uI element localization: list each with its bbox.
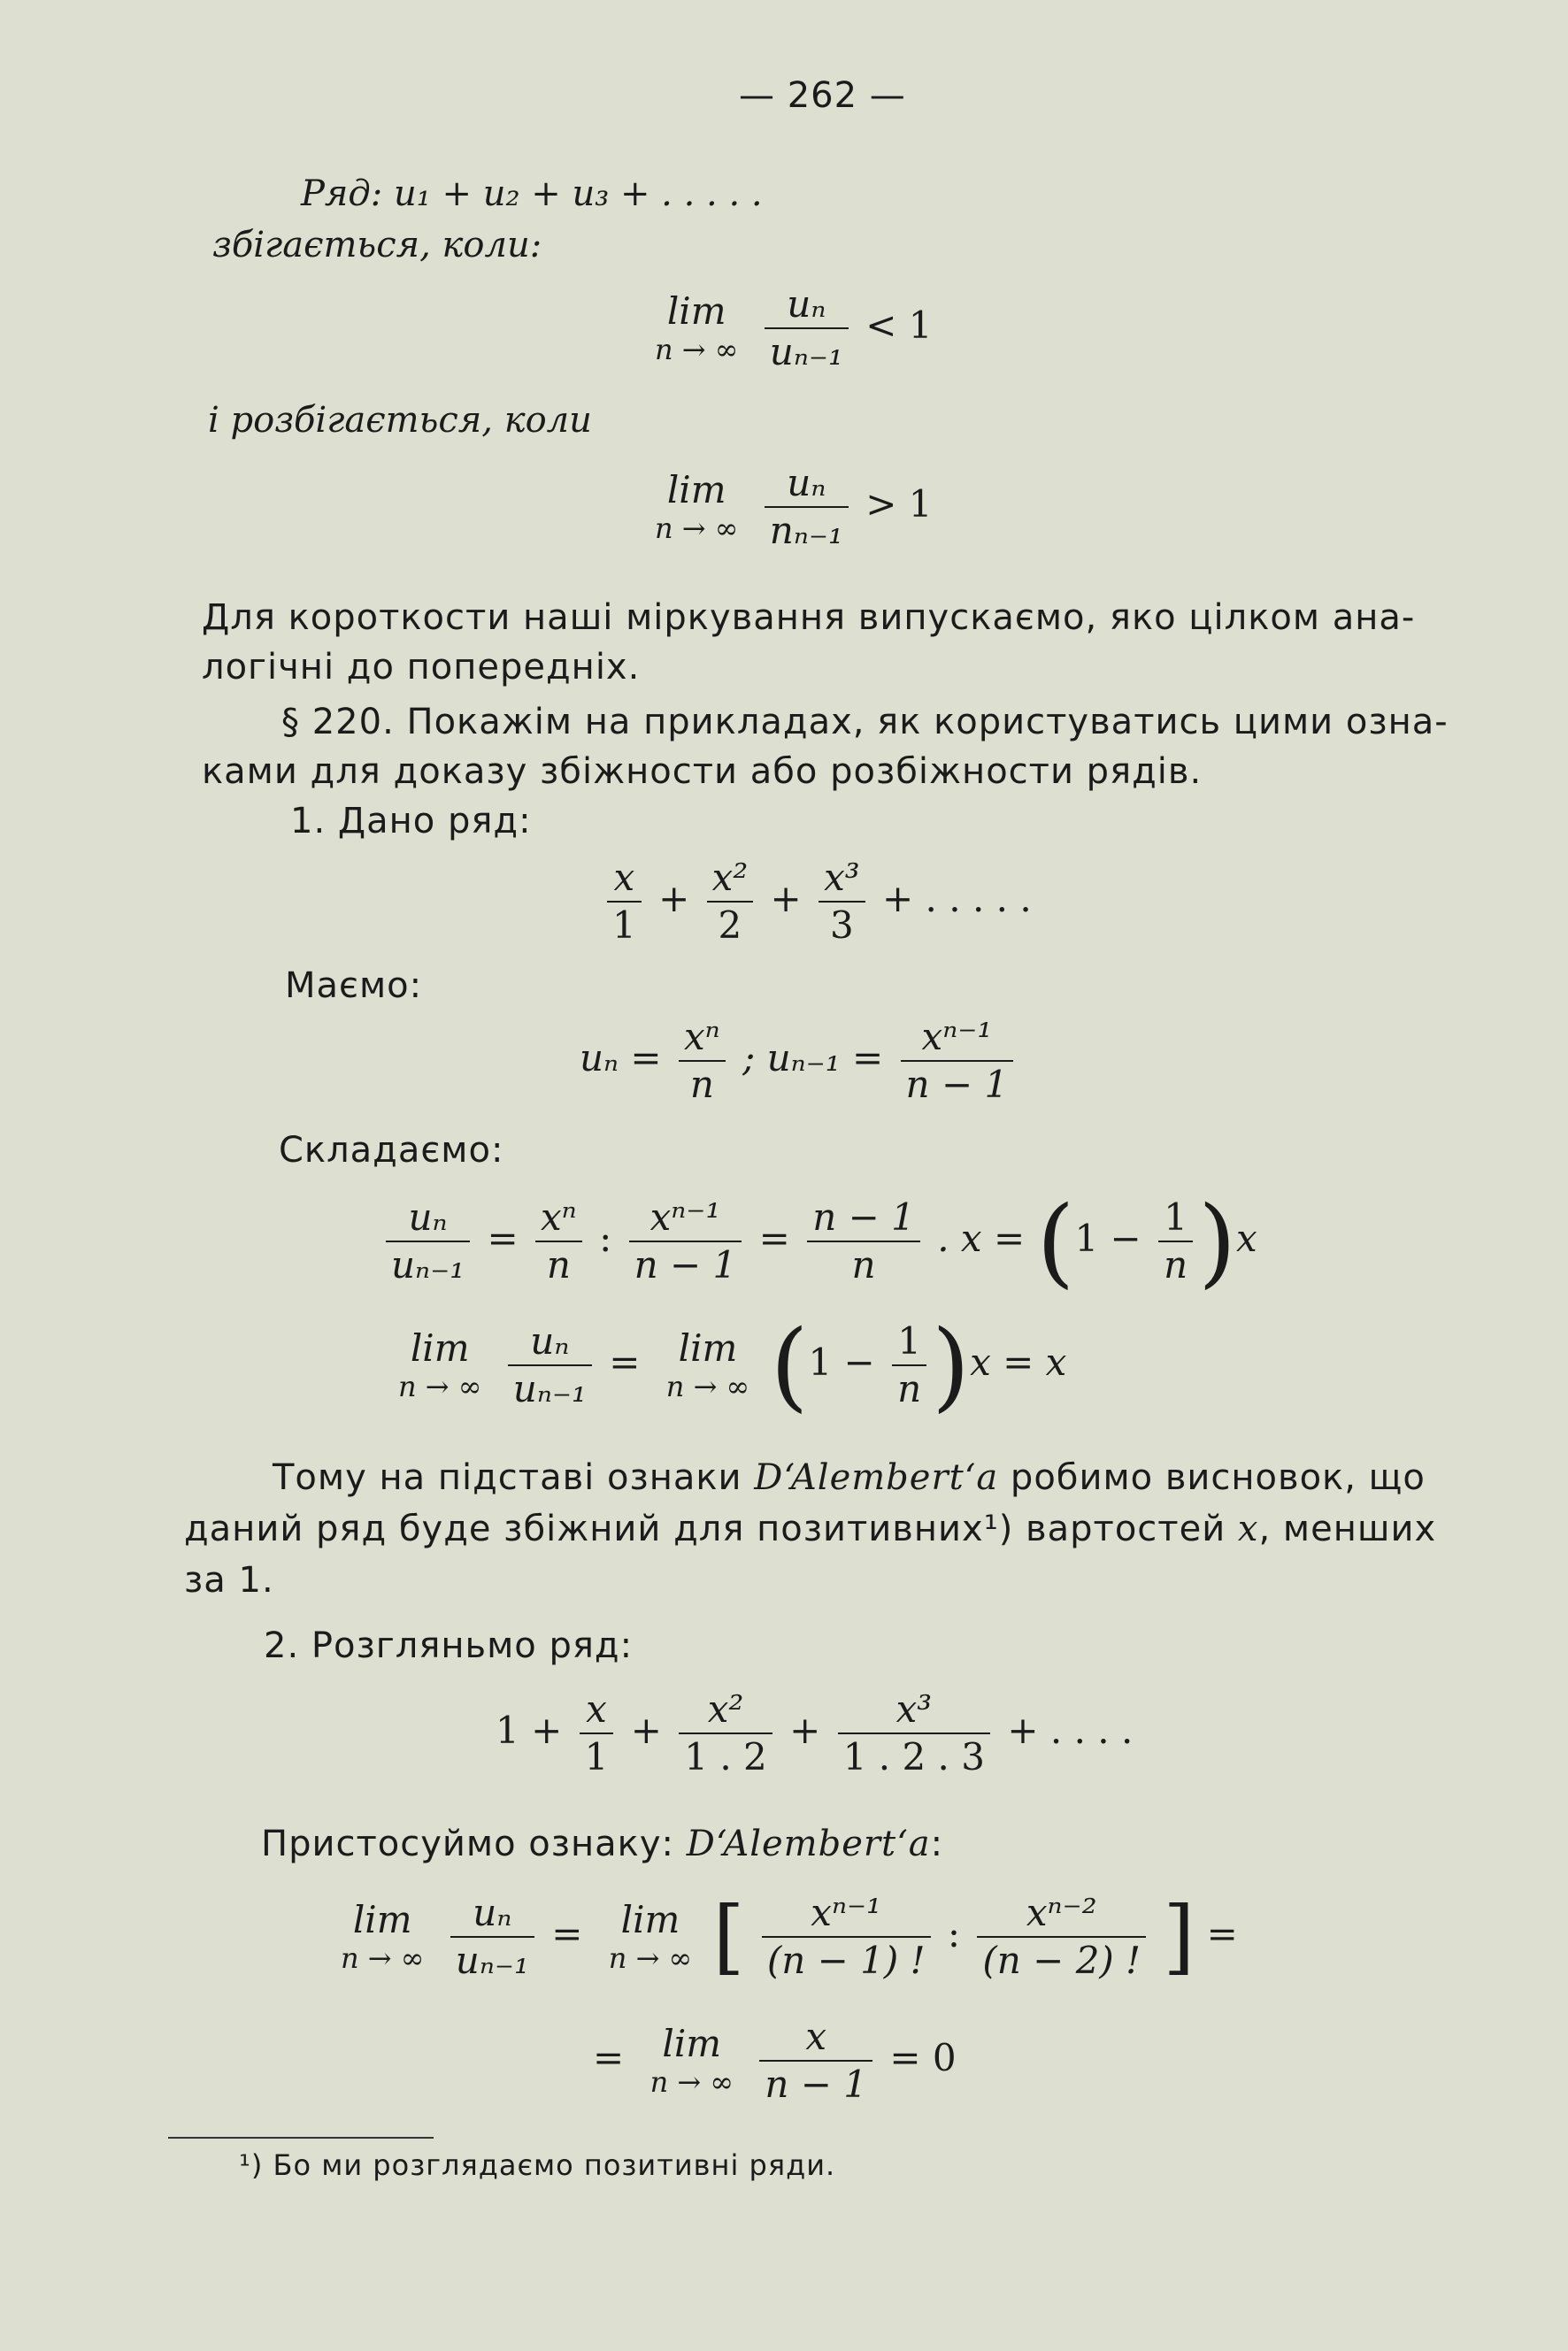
- final-result: = lim n → ∞ $\frac{x}{n - 1}$ = 0: [593, 2015, 957, 2106]
- series-line: [301, 173, 763, 214]
- compose-label: Складаємо:: [279, 1130, 504, 1171]
- para2-line3: за 1.: [184, 1560, 274, 1601]
- footnote: ¹) Бо ми розглядаємо позитивні ряди.: [239, 2148, 836, 2182]
- series-label: Ряд:: [301, 173, 383, 214]
- have-label: Маємо:: [285, 965, 423, 1006]
- limit-derivation-2: lim n → ∞ $\frac{\text{uₙ}}{\text{uₙ₋₁}}$ = lim n → ∞ [ $\frac{\text{xⁿ⁻¹}}{(n - 1) !}$ : $\frac{\text{xⁿ⁻²}}{(n - 2) !}$ ] =: [341, 1889, 1238, 1984]
- para1-line2: логічні до попередніх.: [202, 647, 641, 688]
- example2-heading: 2. Розгляньмо ряд:: [264, 1625, 634, 1666]
- section-line1: § 220. Покажім на прикладах, як користуватись цими озна-: [281, 702, 1449, 742]
- cond2-frac: $\frac{\text{uₙ}}{\text{nₙ₋₁}}$: [765, 460, 849, 554]
- limit-derivation-1: lim n → ∞ $\frac{\text{uₙ}}{\text{uₙ₋₁}}$ = lim n → ∞ (1 − $\frac{1}{n}$ )x = x: [398, 1309, 1067, 1422]
- apply-line: Пристосуймо ознаку: D‘Alembert‘a:: [261, 1824, 944, 1864]
- para2-line2: даний ряд буде збіжний для позитивних¹) вартостей x, менших: [184, 1509, 1437, 1549]
- example1-heading: 1. Дано ряд:: [290, 801, 532, 841]
- lim-1: lim n → ∞: [655, 289, 739, 366]
- un-definition: uₙ = $\frac{\text{xⁿ}}{n}$ ; uₙ₋₁ = $\frac{\text{xⁿ⁻¹}}{n - 1}$: [580, 1014, 1018, 1108]
- cond2-rel: > 1: [865, 482, 933, 526]
- cond1-frac: $\frac{\text{uₙ}}{\text{uₙ₋₁}}$: [765, 281, 849, 375]
- section-line2: ками для доказу збіжности або розбіжности рядів.: [202, 751, 1203, 792]
- diverges-text: і розбігається, коли: [208, 400, 592, 441]
- converges-text: збігається, коли:: [212, 225, 542, 265]
- para1-line1: Для короткости наші міркування випускаємо, яко цілком ана-: [202, 597, 1416, 638]
- para2-line1: Тому на підставі ознаки D‘Alembert‘a робимо висновок, що: [273, 1457, 1426, 1498]
- ratio-derivation: $\frac{\text{uₙ}}{\text{uₙ₋₁}}$ = $\frac{\text{xⁿ}}{n}$ : $\frac{\text{xⁿ⁻¹}}{n - 1}$ = $\frac{n - 1}{n}$ . x = (1 − $\frac{1}{n}$ )x: [380, 1195, 1257, 1288]
- lim-2: lim n → ∞: [655, 468, 739, 545]
- converge-condition: [655, 281, 932, 375]
- cond1-rel: < 1: [865, 303, 933, 347]
- diverge-condition: [655, 460, 932, 554]
- footnote-rule: [168, 2137, 434, 2139]
- example1-series: $\frac{x}{1}$ + $\frac{\text{x²}}{2}$ + $\frac{\text{x³}}{3}$ + . . . . .: [602, 855, 1032, 949]
- page-number: — 262 —: [739, 75, 906, 116]
- series-expr: u₁ + u₂ + u₃ + . . . . .: [393, 173, 763, 214]
- example2-series: 1 + $\frac{x}{1}$ + $\frac{\text{x²}}{1 . 2}$ + $\frac{\text{x³}}{1 . 2 . 3}$ + . . . .: [496, 1687, 1134, 1779]
